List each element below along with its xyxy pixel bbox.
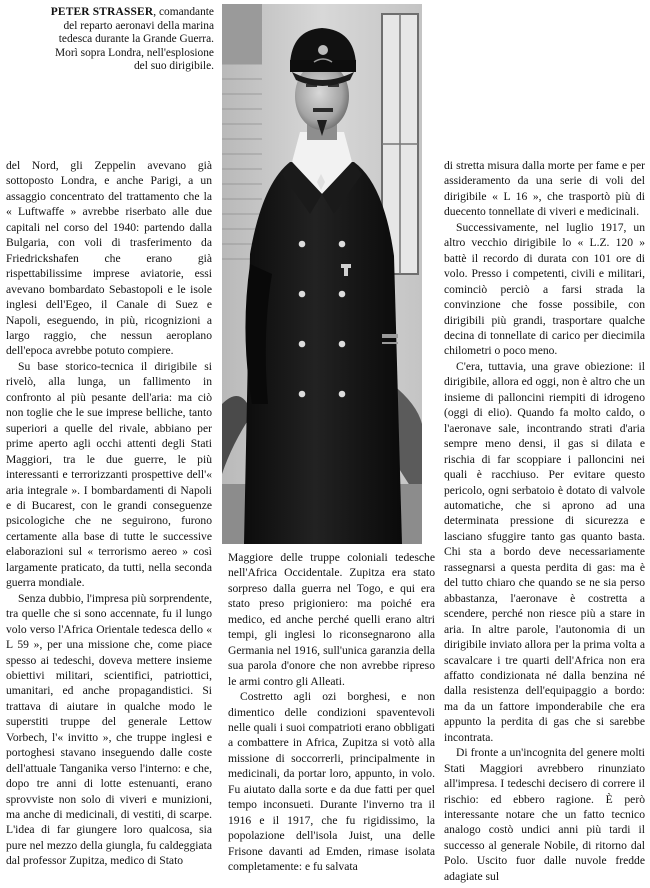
caption-text: , comandante del reparto aeronavi della marina tedesca durante la Grande Guerra. Morì sopra Londra, nell'esplosione del suo dirigibile. bbox=[55, 6, 214, 73]
text-column-3 bbox=[444, 158, 645, 884]
column-3-paragraph-4: Di fronte a un'incognita del genere molti Stati Maggiori avrebbero rinunziato all'impresa. I tedeschi decisero di correre il rischio: ed ebbero ragione. È però interessante notare che un fatto tecnico analogo costò undici anni più tardi il successo al generale Nobile, di ritorno dal Polo. Uscito fuor dalle nuvole fredde adagiate sul bbox=[444, 746, 645, 883]
column-1-paragraph-2: Su base storico-tecnica il dirigibile si rivelò, alla lunga, un fallimento in confronto al più pesante dell'aria: ma ciò non toglie che le sue imprese belliche, tanto superiori a quelle del rivale, abbiano per prime aperto agli occhi attenti degli Stati Maggiori, tra le due guerre, le più interessanti e terrorizzanti prospettive dell'« aria integrale ». I bombardamenti di Napoli e di Bucarest, con le grandi conseguenze psicologiche che ne seguirono, furono certamente alla base di tutte le successive elaborazioni sul « terrorismo aereo » così largamente praticato, da tutti, nella seconda guerra mondiale. bbox=[6, 359, 212, 590]
text-column-1 bbox=[6, 158, 212, 869]
photo-caption bbox=[44, 6, 214, 74]
column-1-paragraph-1: del Nord, gli Zeppelin avevano già sottoposto Londra, e anche Parigi, a un assaggio concentrato del trattamento che la « Luftwaffe » avrebbe riserbato alle due capitali nel corso del 1940: partendo dalla Bulgaria, con voli di trasferimento da Friedrickshafen che erano già rispettabilissime imprese aviatorie, essi avevano bombardato Sebastopoli e le isole inglesi dell'Egeo, il Canale di Suez e Napoli, eseguendo, in più, ricognizioni a largo raggio, che nessun aeroplano dell'epoca avrebbe potuto compiere. bbox=[6, 159, 212, 358]
column-3-paragraph-3: C'era, tuttavia, una grave obiezione: il dirigibile, allora ed oggi, non è altro che un insieme di palloncini riempiti di idrogeno (oggi di elio). Quando fa molto caldo, o l'aeronave sale, incontrando strati d'aria sempre meno densi, il gas si dilata e rischia di far scoppiare i palloncini nei quali è racchiuso. Per evitare questo pericolo, ogni serbatoio è dotato di valvole automatiche, che si aprono ad una determinata pressione di sicurezza e lasciano sfuggire tanto gas quanto basta. Chi sta a bordo deve necessariamente rassegnarsi a questa perdita di gas: ma è del tutto chiaro che quando se ne sia perso abbastanza, l'aeronave è costretta a scendere, perché non riesce più a stare in aria. In altre parole, l'autonomia di un dirigibile inviato allora per la prima volta a scavalcare i tre quarti dell'Africa non era affatto condizionata né dalla benzina né dalla resistenza dell'equipaggio a bordo: ma da un fattore imponderabile che era appunto la perdita di gas che si sarebbe incontrata. bbox=[444, 359, 645, 744]
column-3-paragraph-2: Successivamente, nel luglio 1917, un altro vecchio dirigibile lo « L.Z. 120 » battè il recordo di durata con 101 ore di volo. Presso i competenti, civili e militari, cominciò perciò a farsi strada la convinzione che fosse possibile, con dirigibili più grandi, trasportare qualche decina di tonnellate di carico per diecimila chilometri o poco meno. bbox=[444, 220, 645, 358]
caption-name: PETER STRASSER bbox=[50, 6, 154, 18]
column-3-paragraph-1: di stretta misura dalla morte per fame e per assideramento da una serie di voli del dirigibile « L 16 », che trasportò più di duecento tonnellate di viveri e medicinali. bbox=[444, 159, 645, 219]
column-1-paragraph-3: Senza dubbio, l'impresa più sorprendente, tra quelle che si sono accennate, fu il lungo volo verso l'Africa Orientale tedesca dello « L 59 », per una missione che, come piace spesso ai tedeschi, doveva mettere insieme obiettivi militari, scientifici, patriottici, umanitari, ed anche propagandistici. Si trattava di aiutare in qualche modo le superstiti truppe del generale Lettow Vorbech, l'« invitto », che truppe inglesi e portoghesi stavano inseguendo dalle coste dell'attuale Tanganika verso l'interno: e che, dopo tre anni di lotte estenuanti, erano sprovviste non solo di viveri e munizioni, ma anche di medicinali, di vestiti, di scarpe. L'idea di far giungere loro qualcosa, sia pure nel mezzo della giungla, fu caldeggiata dal professor Zupitza, medico di Stato bbox=[6, 591, 212, 868]
column-2-paragraph-2: Costretto agli ozi borghesi, e non dimentico delle condizioni spaventevoli nelle quali i suoi compatrioti erano obbligati a combattere in Africa, Zupitza si votò alla missione di soccorrerli, principalmente in medicinali, da portar loro, appunto, in volo. Fu aiutato dalla sorte e da due fatti per quel tempo inconsueti. Durante l'inverno tra il 1916 e il 1917, che fu rigidissimo, la popolazione dell'isola Juist, una delle Frisone davanti ad Emden, rimase isolata completamente: e fu salvata bbox=[228, 690, 435, 874]
column-2-paragraph-1: Maggiore delle truppe coloniali tedesche nell'Africa Occidentale. Zupitza era stato sorpreso dalla guerra nel Togo, e qui era stato preso prigioniero: ma poiché era medico, ed anche perché quelli erano altri tempi, gli inglesi lo riconsegnarono alla Germania nel 1916, sull'unica garanzia della sua parola d'onore che non avrebbe ripreso le armi contro gli Alleati. bbox=[228, 551, 435, 688]
portrait-photo bbox=[222, 4, 422, 544]
text-column-2 bbox=[228, 550, 435, 875]
